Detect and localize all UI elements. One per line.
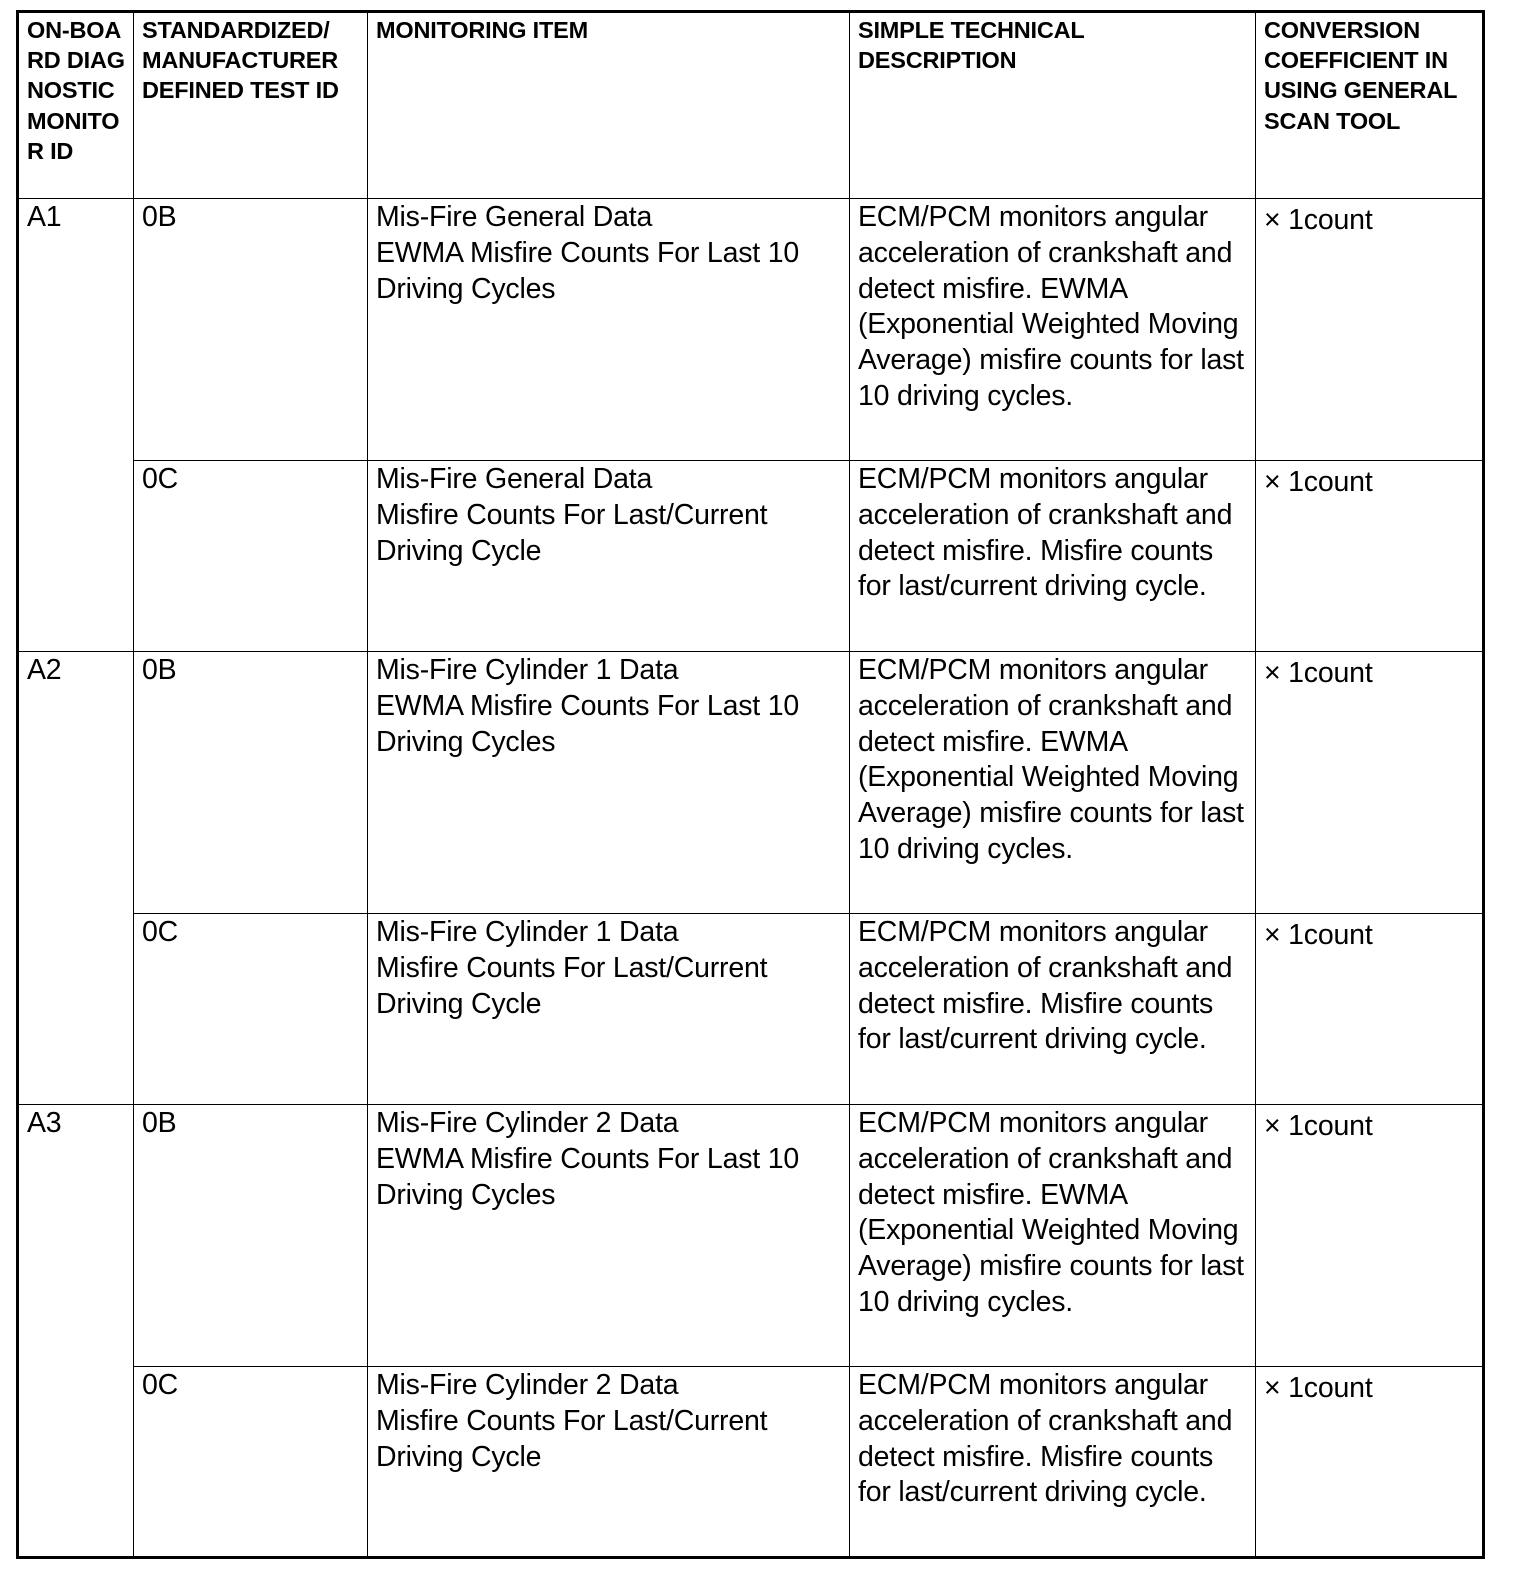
item-detail: Misfire Counts For Last/Current Driving Cycle — [376, 498, 768, 567]
item-detail: EWMA Misfire Counts For Last 10 Driving Cycles — [376, 689, 800, 758]
coefficient-cell — [1256, 1105, 1484, 1367]
coefficient-cell — [1256, 914, 1484, 1105]
description-cell: ECM/PCM monitors angular acceleration of crankshaft and detect misfire. Misfire counts for last/current driving cycle. — [850, 914, 1256, 1105]
table-row — [18, 461, 1484, 652]
item-title: Mis-Fire Cylinder 2 Data — [376, 1107, 679, 1139]
item-title: Mis-Fire General Data — [376, 463, 653, 495]
coefficient-cell — [1256, 461, 1484, 652]
description-cell: ECM/PCM monitors angular acceleration of crankshaft and detect misfire. EWMA (Exponential Weighted Moving Average) misfire counts for last 10 driving cycles. — [850, 1105, 1256, 1367]
coefficient-value: × 1count — [1264, 204, 1373, 236]
monitor-id-cell: A1 — [18, 199, 134, 652]
description-cell: ECM/PCM monitors angular acceleration of crankshaft and detect misfire. EWMA (Exponential Weighted Moving Average) misfire counts for last 10 driving cycles. — [850, 652, 1256, 914]
test-id-cell: 0C — [134, 461, 368, 652]
header-monitoring-item: MONITORING ITEM — [368, 12, 850, 199]
coefficient-value: × 1count — [1264, 1372, 1373, 1404]
table-row — [18, 1367, 1484, 1558]
header-row — [18, 12, 1484, 199]
monitoring-item-cell — [368, 1105, 850, 1367]
item-detail: EWMA Misfire Counts For Last 10 Driving Cycles — [376, 1142, 800, 1211]
header-conversion-coefficient: CONVERSION COEFFICIENT IN USING GENERAL SCAN TOOL — [1256, 12, 1484, 199]
coefficient-value: × 1count — [1264, 466, 1373, 498]
item-detail: Misfire Counts For Last/Current Driving Cycle — [376, 1404, 768, 1473]
coefficient-value: × 1count — [1264, 919, 1373, 951]
description-cell: ECM/PCM monitors angular acceleration of crankshaft and detect misfire. Misfire counts for last/current driving cycle. — [850, 1367, 1256, 1558]
table-row — [18, 199, 1484, 461]
header-monitor-id: ON-BOARD DIAGNOSTIC MONITOR ID — [18, 12, 134, 199]
test-id-cell: 0C — [134, 1367, 368, 1558]
table-row — [18, 652, 1484, 914]
monitoring-item-cell — [368, 652, 850, 914]
test-id-cell: 0C — [134, 914, 368, 1105]
item-title: Mis-Fire Cylinder 1 Data — [376, 916, 679, 948]
item-title: Mis-Fire Cylinder 1 Data — [376, 654, 679, 686]
table-row — [18, 1105, 1484, 1367]
monitoring-item-cell — [368, 199, 850, 461]
monitor-id-cell: A3 — [18, 1105, 134, 1558]
coefficient-cell — [1256, 1367, 1484, 1558]
coefficient-value: × 1count — [1264, 657, 1373, 689]
monitoring-item-cell — [368, 461, 850, 652]
description-cell: ECM/PCM monitors angular acceleration of crankshaft and detect misfire. Misfire counts for last/current driving cycle. — [850, 461, 1256, 652]
monitoring-item-cell — [368, 914, 850, 1105]
coefficient-cell — [1256, 199, 1484, 461]
coefficient-value: × 1count — [1264, 1110, 1373, 1142]
test-id-cell: 0B — [134, 199, 368, 461]
header-test-id: STANDARDIZED/ MANUFACTURER DEFINED TEST ID — [134, 12, 368, 199]
item-title: Mis-Fire General Data — [376, 201, 653, 233]
item-detail: Misfire Counts For Last/Current Driving Cycle — [376, 951, 768, 1020]
item-title: Mis-Fire Cylinder 2 Data — [376, 1369, 679, 1401]
monitor-id-cell: A2 — [18, 652, 134, 1105]
monitoring-item-cell — [368, 1367, 850, 1558]
description-cell: ECM/PCM monitors angular acceleration of crankshaft and detect misfire. EWMA (Exponential Weighted Moving Average) misfire counts for last 10 driving cycles. — [850, 199, 1256, 461]
test-id-cell: 0B — [134, 652, 368, 914]
header-description: SIMPLE TECHNICAL DESCRIPTION — [850, 12, 1256, 199]
table-row — [18, 914, 1484, 1105]
test-id-cell: 0B — [134, 1105, 368, 1367]
obd-monitor-table — [16, 10, 1485, 1559]
coefficient-cell — [1256, 652, 1484, 914]
item-detail: EWMA Misfire Counts For Last 10 Driving Cycles — [376, 236, 800, 305]
